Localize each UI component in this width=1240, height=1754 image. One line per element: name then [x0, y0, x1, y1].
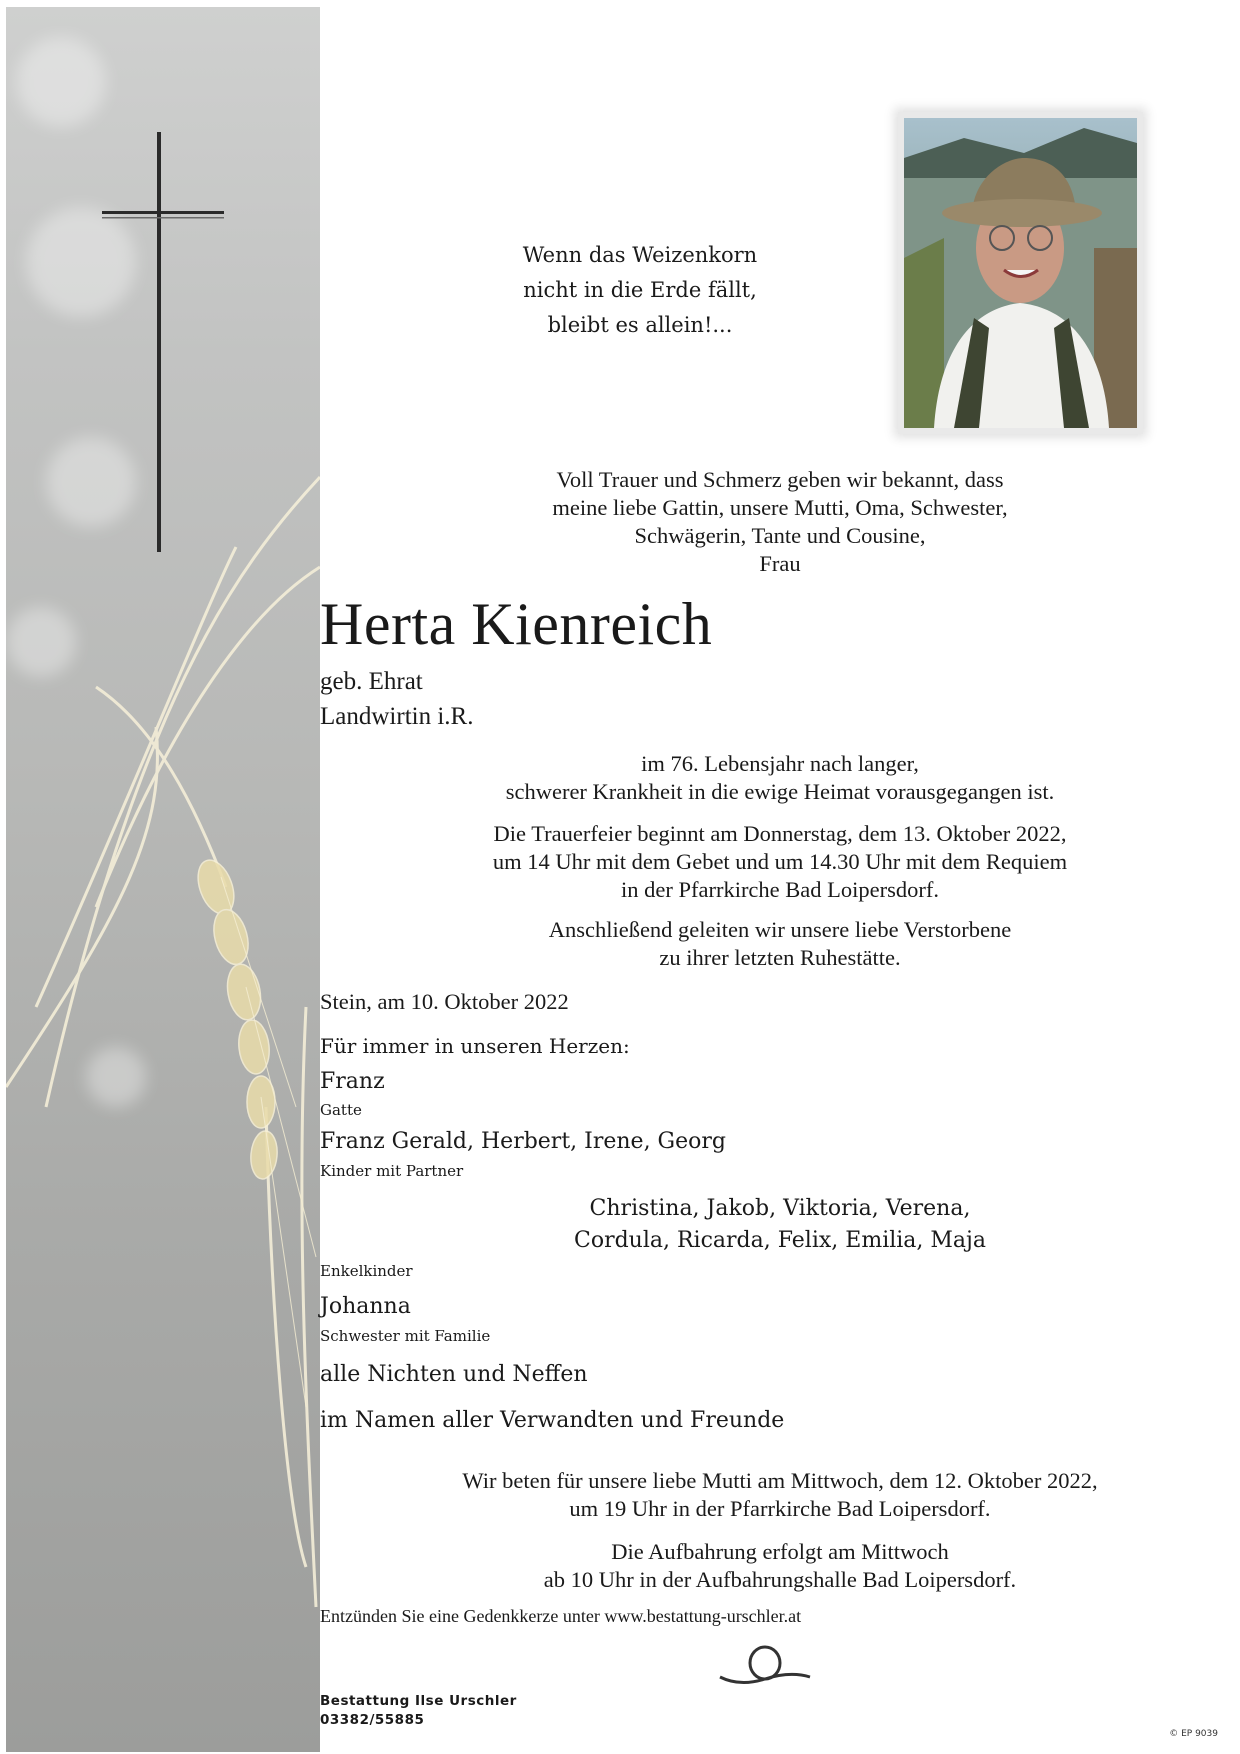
family-grandchildren-names — [320, 1193, 1240, 1257]
funeral-home-name: Bestattung Ilse Urschler — [320, 1693, 517, 1709]
family-spouse-names: Franz — [320, 1069, 385, 1094]
memorial-candle-text: Entzünden Sie eine Gedenkkerze unter www.bestattung-urschler.at — [320, 1606, 802, 1626]
passing-line: im 76. Lebensjahr nach langer, — [641, 751, 919, 776]
deceased-name: Herta Kienreich — [320, 591, 713, 657]
family-sister-names: Johanna — [320, 1294, 411, 1319]
announcement-line: Frau — [759, 551, 801, 576]
passing-line: schwerer Krankheit in die ewige Heimat vorausgegangen ist. — [505, 779, 1055, 804]
grandchildren-line: Cordula, Ricarda, Felix, Emilia, Maja — [574, 1228, 986, 1253]
quote-line: nicht in die Erde fällt, — [523, 278, 757, 302]
burial-line: zu ihrer letzten Ruhestätte. — [659, 945, 901, 970]
quote-line: bleibt es allein!... — [547, 313, 733, 337]
burial-text — [320, 916, 1240, 972]
viewing-line: ab 10 Uhr in der Aufbahrungshalle Bad Loipersdorf. — [543, 1567, 1017, 1592]
grandchildren-line: Christina, Jakob, Viktoria, Verena, — [589, 1196, 971, 1221]
portrait-photo — [904, 118, 1137, 428]
forever-heading: Für immer in unseren Herzen: — [320, 1034, 630, 1058]
funeral-line: Die Trauerfeier beginnt am Donnerstag, dem 13. Oktober 2022, — [493, 821, 1067, 846]
family-sister-role: Schwester mit Familie — [320, 1327, 491, 1345]
nieces-nephews: alle Nichten und Neffen — [320, 1362, 588, 1387]
funeral-text — [320, 820, 1240, 904]
quote-line: Wenn das Weizenkorn — [522, 243, 758, 267]
announcement-line: Schwägerin, Tante und Cousine, — [634, 523, 926, 548]
wheat-illustration — [6, 7, 320, 1752]
prayer-line: um 19 Uhr in der Pfarrkirche Bad Loipersdorf. — [569, 1496, 991, 1521]
burial-line: Anschließend geleiten wir unsere liebe Verstorbene — [548, 917, 1012, 942]
family-children-role: Kinder mit Partner — [320, 1162, 464, 1180]
prayer-line: Wir beten für unsere liebe Mutti am Mittwoch, dem 12. Oktober 2022, — [462, 1468, 1098, 1493]
portrait-photo-frame — [898, 112, 1143, 434]
decorative-side-panel — [6, 7, 320, 1752]
announcement-line: meine liebe Gattin, unsere Mutti, Oma, Schwester, — [552, 495, 1008, 520]
announcement — [320, 466, 1240, 578]
deceased-occupation: Landwirtin i.R. — [320, 703, 474, 730]
funeral-line: in der Pfarrkirche Bad Loipersdorf. — [620, 877, 939, 902]
viewing-line: Die Aufbahrung erfolgt am Mittwoch — [611, 1539, 949, 1564]
document-code: © EP 9039 — [1169, 1729, 1218, 1739]
prayer-text — [320, 1467, 1240, 1523]
family-children-names: Franz Gerald, Herbert, Irene, Georg — [320, 1129, 726, 1154]
funeral-home-logo-icon — [715, 1643, 815, 1689]
relatives-friends: im Namen aller Verwandten und Freunde — [320, 1408, 785, 1433]
viewing-text — [320, 1538, 1240, 1594]
deceased-birth-name: geb. Ehrat — [320, 668, 423, 695]
funeral-line: um 14 Uhr mit dem Gebet und um 14.30 Uhr mit dem Requiem — [492, 849, 1068, 874]
announcement-line: Voll Trauer und Schmerz geben wir bekannt, dass — [556, 467, 1004, 492]
passing-text — [320, 750, 1240, 806]
quote — [480, 238, 800, 343]
family-spouse-role: Gatte — [320, 1101, 362, 1119]
place-date: Stein, am 10. Oktober 2022 — [320, 989, 569, 1014]
funeral-home-phone: 03382/55885 — [320, 1712, 425, 1728]
family-grandchildren-role: Enkelkinder — [320, 1262, 413, 1280]
